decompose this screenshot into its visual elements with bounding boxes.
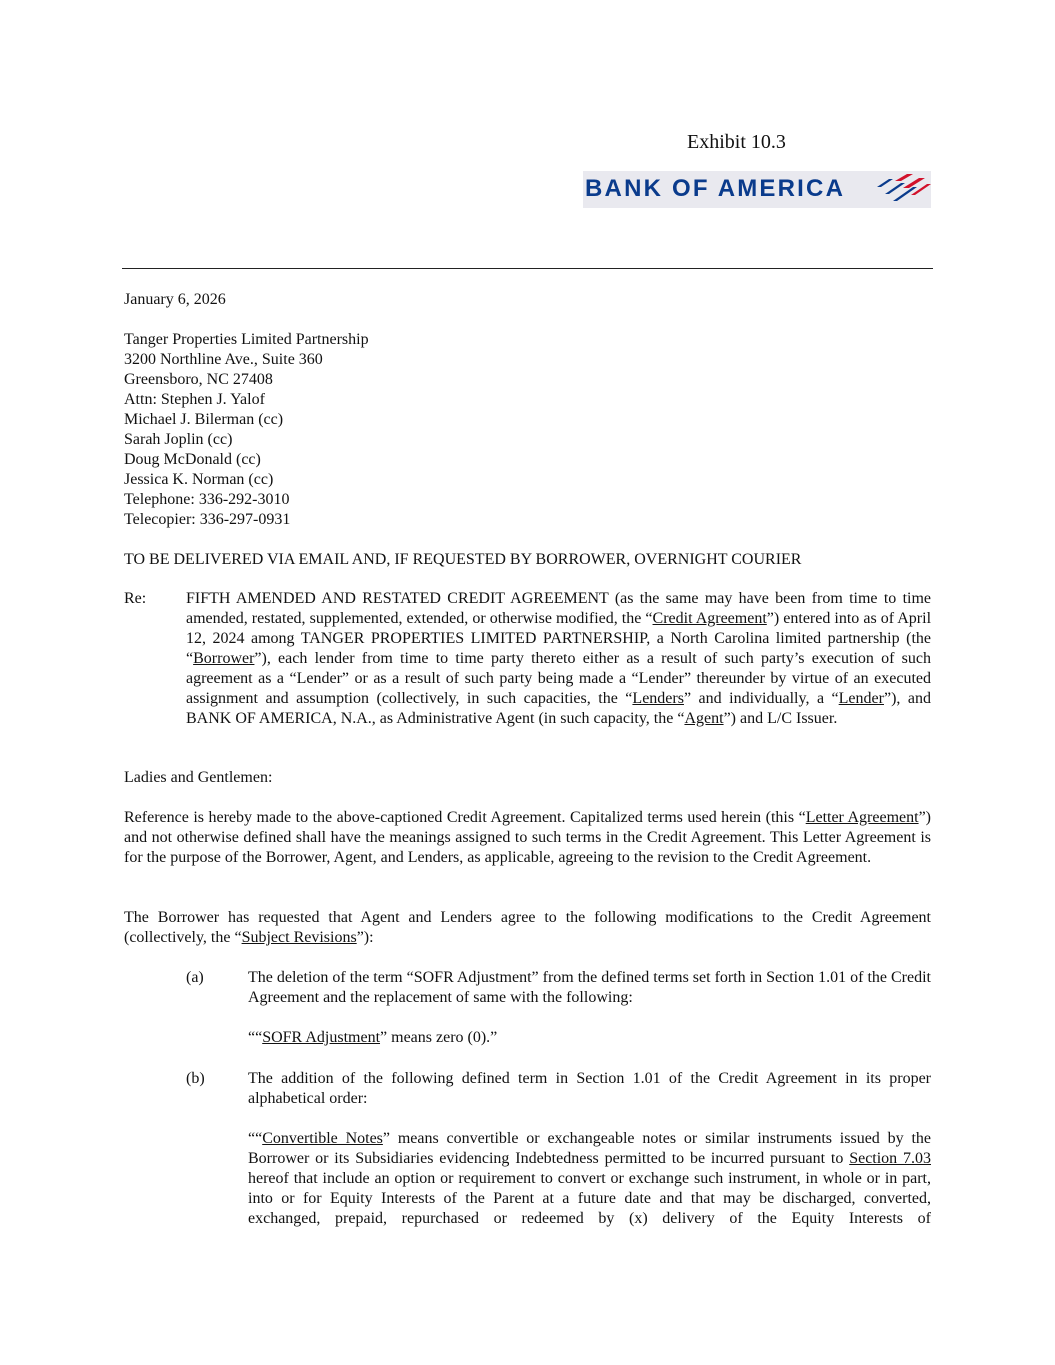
defined-term: Letter Agreement	[805, 809, 919, 826]
item-b-label: (b)	[186, 1070, 205, 1087]
item-a-text: The deletion of the term “SOFR Adjustment” from the defined terms set forth in Section 1.01 of the Credit Agreement and the replacement of same with the following:	[248, 969, 931, 1006]
item-b-definition: ““Convertible Notes” means convertible or exchangeable notes or similar instruments issued by the Borrower or its Subsidiaries evidencing Indebtedness permitted to be incurred pursuant to Section 7.03 hereof that include an option or requirement to convert or exchange such instrument, in whole or in part, into or for Equity Interests of the Parent at a future date and that may be discharged, converted, exchanged, prepaid, repurchased or redeemed by (x) delivery of the Equity Interests of	[248, 1130, 931, 1227]
section-reference: Section 7.03	[849, 1150, 931, 1167]
item-b-text: The addition of the following defined term in Section 1.01 of the Credit Agreement in its proper alphabetical order:	[248, 1070, 931, 1107]
defined-term: SOFR Adjustment	[262, 1029, 381, 1046]
logo-wordmark: BANK OF AMERICA	[585, 175, 846, 202]
defined-term: Credit Agreement	[652, 610, 767, 627]
defined-term: Borrower	[193, 650, 255, 667]
address-line: 3200 Northline Ave., Suite 360	[124, 351, 323, 368]
address-line: Doug McDonald (cc)	[124, 451, 261, 468]
salutation: Ladies and Gentlemen:	[124, 769, 273, 786]
re-label: Re:	[124, 590, 147, 607]
address-line: Telecopier: 336-297-0931	[124, 511, 291, 528]
bank-of-america-logo	[583, 171, 931, 208]
delivery-instructions: TO BE DELIVERED VIA EMAIL AND, IF REQUESTED BY BORROWER, OVERNIGHT COURIER	[124, 551, 802, 568]
defined-term: Convertible Notes	[262, 1130, 383, 1147]
defined-term: Agent	[684, 710, 724, 727]
exhibit-label: Exhibit 10.3	[687, 131, 786, 153]
address-line: Telephone: 336-292-3010	[124, 491, 290, 508]
flag-icon	[871, 171, 931, 208]
item-a-label: (a)	[186, 969, 204, 986]
address-line: Greensboro, NC 27408	[124, 371, 273, 388]
defined-term: Lenders	[632, 690, 684, 707]
address-line: Jessica K. Norman (cc)	[124, 471, 274, 488]
address-line: Attn: Stephen J. Yalof	[124, 391, 265, 408]
address-line: Sarah Joplin (cc)	[124, 431, 233, 448]
flag-stripes-blue	[877, 179, 917, 201]
letter-date: January 6, 2026	[124, 291, 226, 308]
request-paragraph: The Borrower has requested that Agent and Lenders agree to the following modifications to the Credit Agreement (collectively, the “Subject Revisions”):	[124, 909, 931, 946]
header-divider	[122, 268, 933, 269]
defined-term: Subject Revisions	[241, 929, 357, 946]
address-line: Tanger Properties Limited Partnership	[124, 331, 369, 348]
reference-paragraph: Reference is hereby made to the above-captioned Credit Agreement. Capitalized terms used herein (this “Letter Agreement”) and not otherwise defined shall have the meanings assigned to such terms in the Credit Agreement. This Letter Agreement is for the purpose of the Borrower, Agent, and Lenders, as applicable, agreeing to the revision to the Credit Agreement.	[124, 809, 932, 866]
item-a-definition: ““SOFR Adjustment” means zero (0).”	[248, 1029, 498, 1046]
re-paragraph: FIFTH AMENDED AND RESTATED CREDIT AGREEMENT (as the same may have been from time to time amended, restated, supplemented, extended, or otherwise modified, the “Credit Agreement”) entered into as of April 12, 2024 among TANGER PROPERTIES LIMITED PARTNERSHIP, a North Carolina limited partnership (the “Borrower”), each lender from time to time party thereto either as a result of such party’s execution of such agreement as a “Lender” or as a result of such party being made a “Lender” thereunder by virtue of an executed assignment and assumption (collectively, in such capacities, the “Lenders” and individually, a “Lender”), and BANK OF AMERICA, N.A., as Administrative Agent (in such capacity, the “Agent”) and L/C Issuer.	[186, 590, 932, 727]
defined-term: Lender	[838, 690, 884, 707]
address-line: Michael J. Bilerman (cc)	[124, 411, 284, 428]
